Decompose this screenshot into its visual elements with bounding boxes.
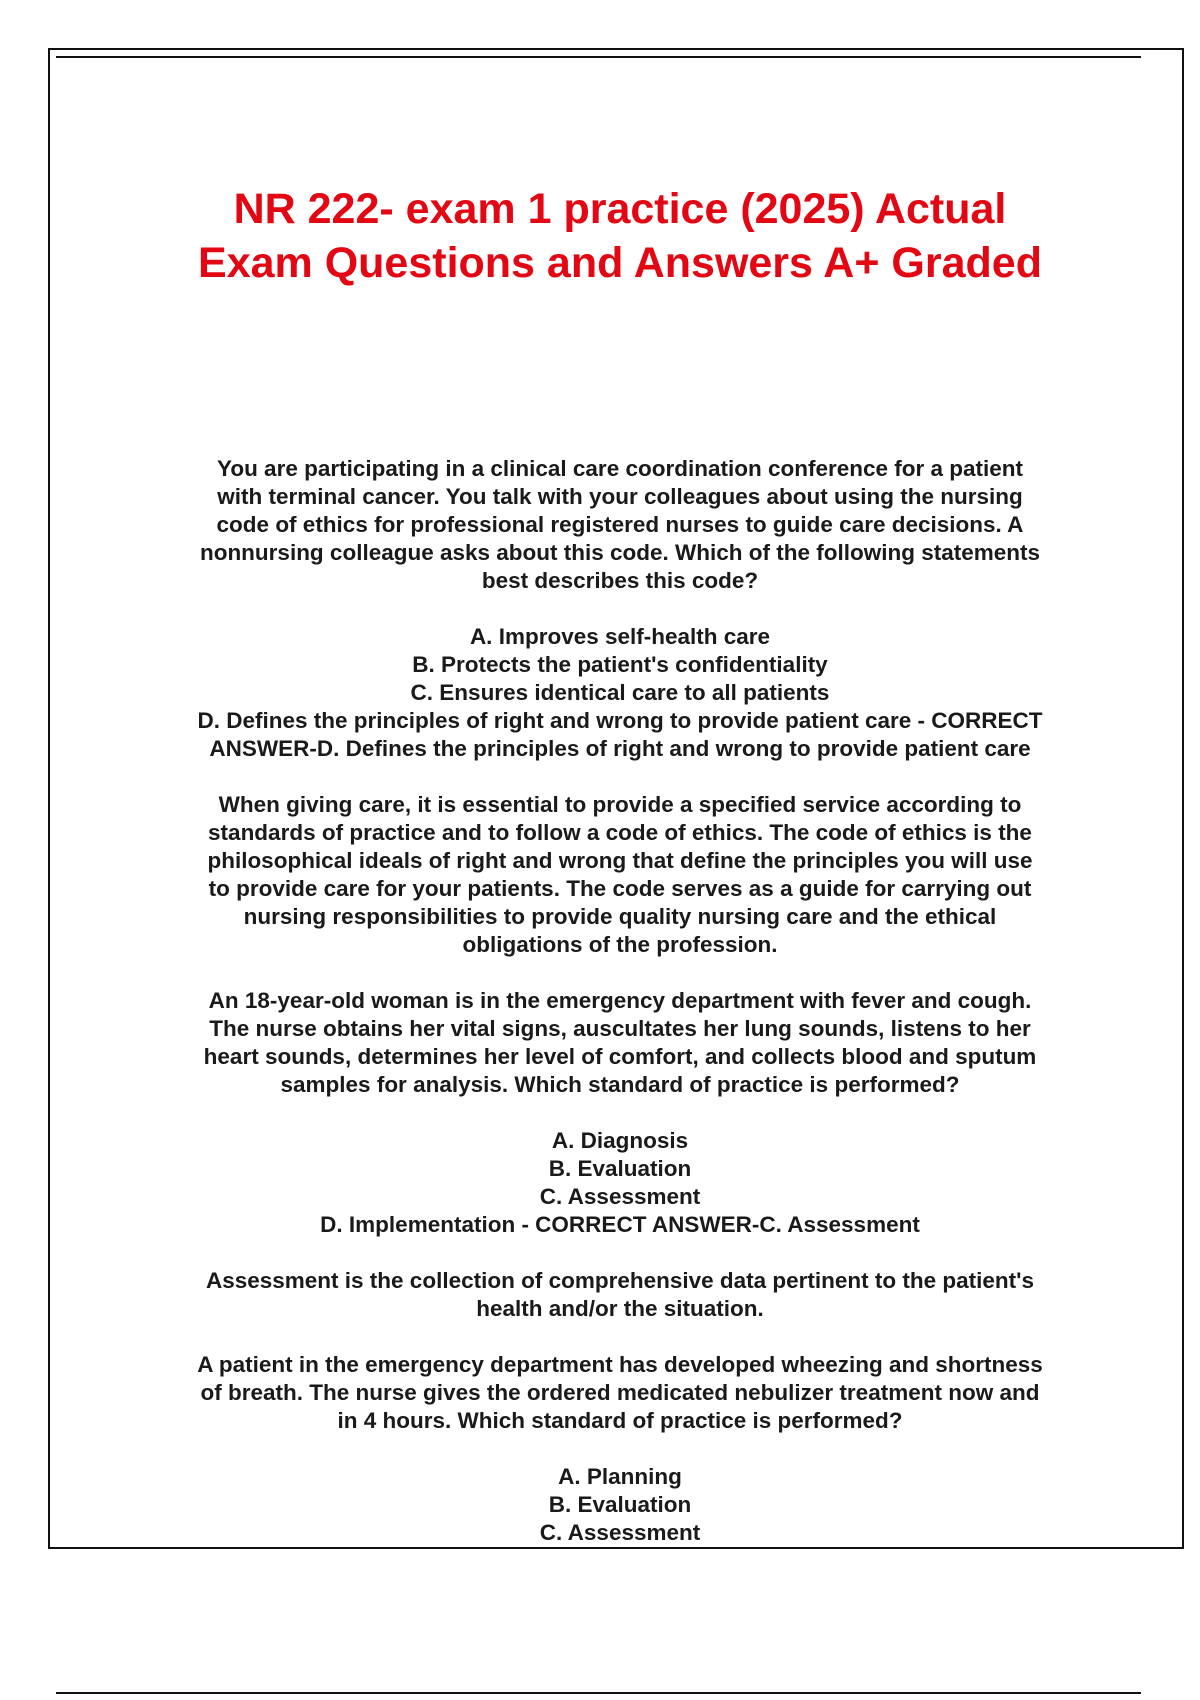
- option-line: B. Protects the patient's confidentiality: [412, 652, 828, 677]
- top-rule: [56, 56, 1141, 58]
- question-line: code of ethics for professional registered nurses to guide care decisions. A: [216, 512, 1024, 537]
- option-line: B. Evaluation: [548, 1156, 692, 1181]
- question-3-options: [130, 1463, 1110, 1547]
- document-title: [140, 182, 1100, 290]
- question-line: A patient in the emergency department has developed wheezing and shortness: [197, 1352, 1043, 1377]
- question-line: heart sounds, determines her level of comfort, and collects blood and sputum: [203, 1044, 1037, 1069]
- rationale-line: standards of practice and to follow a code of ethics. The code of ethics is the: [208, 820, 1032, 845]
- question-2-rationale: [130, 1267, 1110, 1323]
- question-line: nonnursing colleague asks about this code. Which of the following statements: [199, 540, 1041, 565]
- question-1-text: [130, 455, 1110, 595]
- option-line: A. Improves self-health care: [469, 624, 771, 649]
- bottom-rule: [56, 1692, 1141, 1694]
- question-1-options: [130, 623, 1110, 763]
- rationale-line: When giving care, it is essential to provide a specified service according to: [218, 792, 1022, 817]
- document-body: [130, 455, 1110, 1575]
- option-line: C. Assessment: [539, 1184, 701, 1209]
- answer-line: D. Implementation - CORRECT ANSWER-C. Assessment: [320, 1212, 920, 1237]
- option-line: C. Ensures identical care to all patients: [410, 680, 830, 705]
- option-line: A. Diagnosis: [551, 1128, 689, 1153]
- option-line: C. Assessment: [539, 1520, 701, 1545]
- question-1-rationale: [130, 791, 1110, 959]
- question-line: The nurse obtains her vital signs, auscultates her lung sounds, listens to her: [209, 1016, 1031, 1041]
- question-line: of breath. The nurse gives the ordered medicated nebulizer treatment now and: [200, 1380, 1040, 1405]
- rationale-line: health and/or the situation.: [476, 1296, 764, 1321]
- title-line: NR 222- exam 1 practice (2025) Actual: [233, 185, 1007, 233]
- question-line: with terminal cancer. You talk with your colleagues about using the nursing: [217, 484, 1023, 509]
- question-2-options: [130, 1127, 1110, 1239]
- option-line: D. Defines the principles of right and wrong to provide patient care - CORRECT: [197, 708, 1043, 733]
- question-line: best describes this code?: [481, 568, 759, 593]
- rationale-line: nursing responsibilities to provide quality nursing care and the ethical: [243, 904, 997, 929]
- question-2-text: [130, 987, 1110, 1099]
- option-line: B. Evaluation: [548, 1492, 692, 1517]
- title-line: Exam Questions and Answers A+ Graded: [198, 239, 1042, 287]
- answer-line: ANSWER-D. Defines the principles of right and wrong to provide patient care: [209, 736, 1031, 761]
- rationale-line: Assessment is the collection of comprehensive data pertinent to the patient's: [205, 1268, 1035, 1293]
- option-line: A. Planning: [558, 1464, 682, 1489]
- question-line: You are participating in a clinical care coordination conference for a patient: [216, 456, 1024, 481]
- question-3-text: [130, 1351, 1110, 1435]
- rationale-line: philosophical ideals of right and wrong that define the principles you will use: [207, 848, 1033, 873]
- question-line: in 4 hours. Which standard of practice is performed?: [337, 1408, 903, 1433]
- question-line: samples for analysis. Which standard of practice is performed?: [280, 1072, 960, 1097]
- rationale-line: obligations of the profession.: [462, 932, 778, 957]
- rationale-line: to provide care for your patients. The code serves as a guide for carrying out: [208, 876, 1032, 901]
- question-line: An 18-year-old woman is in the emergency department with fever and cough.: [208, 988, 1032, 1013]
